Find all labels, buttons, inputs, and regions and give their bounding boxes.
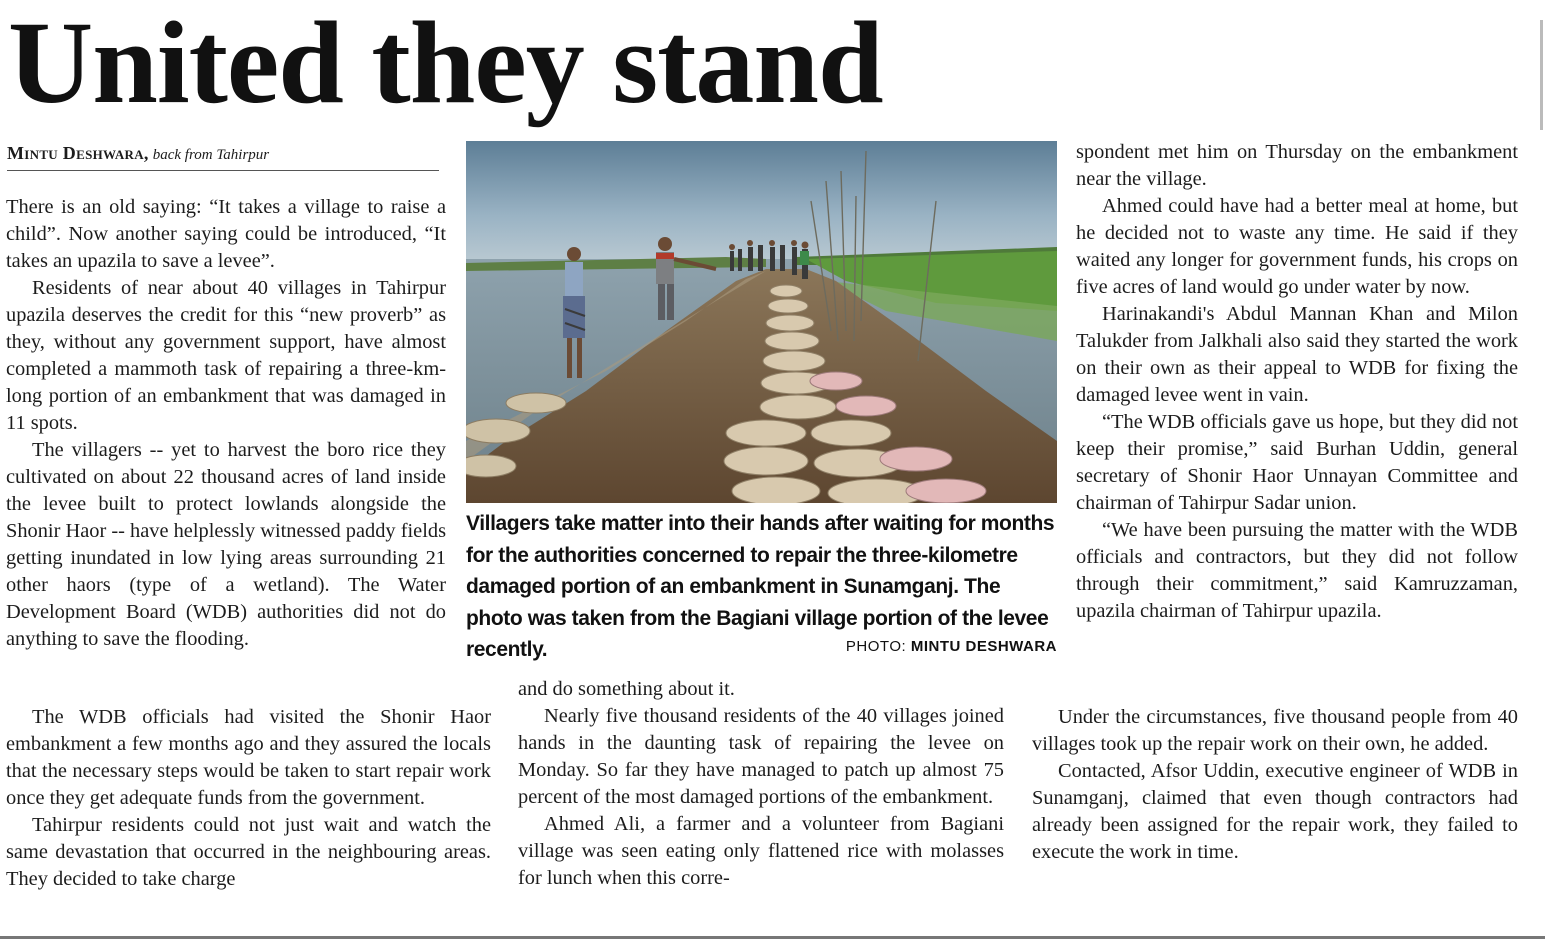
byline-location: back from Tahirpur bbox=[152, 147, 270, 163]
article-column-2 bbox=[518, 676, 1004, 892]
paragraph: Contacted, Afsor Uddin, executive engineer of WDB in Sunamganj, claimed that even though contractors had already been assigned for the repair work, they failed to execute the work in time. bbox=[1032, 760, 1518, 863]
paragraph: Nearly five thousand residents of the 40 villages joined hands in the daunting task of repairing the levee on Monday. So far they have managed to patch up almost 75 percent of the most damaged portions of the embankment. bbox=[518, 705, 1004, 808]
photo-caption bbox=[466, 508, 1057, 668]
paragraph: There is an old saying: “It takes a village to raise a child”. Now another saying could be introduced, “It takes an upazila to save a levee”. bbox=[6, 196, 446, 272]
paragraph: Under the circumstances, five thousand people from 40 villages took up the repair work on their own, he added. bbox=[1032, 706, 1518, 755]
page-edge bbox=[1540, 20, 1543, 130]
paragraph: “The WDB officials gave us hope, but they did not keep their promise,” said Burhan Uddin, general secretary of Shonir Haor Unnayan Committee and chairman of Tahirpur Sadar union. bbox=[1076, 411, 1518, 514]
caption-text: Villagers take matter into their hands after waiting for months for the authorities concerned to repair the three-kilometre damaged portion of an embankment in Sunamganj. The photo was taken from the Bagiani village portion of the levee recently. bbox=[466, 512, 1055, 661]
headline: United they stand bbox=[8, 0, 883, 128]
levee-photo bbox=[466, 141, 1057, 503]
paragraph: The villagers -- yet to harvest the boro rice they cultivated on about 22 thousand acres of land inside the levee built to protect lowlands alongside the Shonir Haor -- have helplessly witnessed paddy fields getting inundated in low lying areas surrounding 21 other haors (type of a wetland). The Water Development Board (WDB) authorities did not do anything to save the flooding. bbox=[6, 439, 447, 650]
paragraph: spondent met him on Thursday on the embankment near the village. bbox=[1076, 141, 1518, 190]
paragraph: “We have been pursuing the matter with the WDB officials and contractors, but they did not follow through their commitment,” said Kamruzzaman, upazila chairman of Tahirpur upazila. bbox=[1076, 519, 1518, 622]
paragraph: Ahmed could have had a better meal at home, but he decided not to waste any time. He said if they waited any longer for government funds, his crops on five acres of land would go under water by now. bbox=[1076, 195, 1518, 298]
photo-credit-name: MINTU DESHWARA bbox=[910, 637, 1057, 655]
paragraph: Tahirpur residents could not just wait and watch the same devastation that occurred in the neighbouring areas. They decided to take charge bbox=[6, 814, 491, 890]
paragraph: The WDB officials had visited the Shonir Haor embankment a few months ago and they assured the locals that the necessary steps would be taken to start repair work once they get adequate funds from the government. bbox=[6, 706, 491, 809]
paragraph: Residents of near about 40 villages in Tahirpur upazila deserves the credit for this “new proverb” as they, without any government support, have almost completed a mammoth task of repairing a three-km-long portion of an embankment that was damaged in 11 spots. bbox=[6, 277, 446, 434]
article-column-3 bbox=[1076, 139, 1518, 625]
photo-credit bbox=[846, 631, 1057, 663]
byline-author: Mintu Deshwara, bbox=[7, 143, 149, 163]
article-column-1 bbox=[6, 194, 446, 653]
photo-credit-label: PHOTO: bbox=[845, 637, 907, 655]
paragraph: Ahmed Ali, a farmer and a volunteer from Bagiani village was seen eating only flattened rice with molasses for lunch when this corre- bbox=[518, 813, 1004, 889]
bottom-rule bbox=[0, 936, 1545, 939]
byline bbox=[7, 143, 439, 171]
paragraph: Harinakandi's Abdul Mannan Khan and Milon Talukder from Jalkhali also said they started the work on their own as their appeal to WDB for fixing the damaged levee went in vain. bbox=[1076, 303, 1518, 406]
article-column-3-lower bbox=[1032, 704, 1518, 866]
paragraph: and do something about it. bbox=[518, 678, 735, 700]
article-column-1-lower bbox=[6, 704, 491, 893]
